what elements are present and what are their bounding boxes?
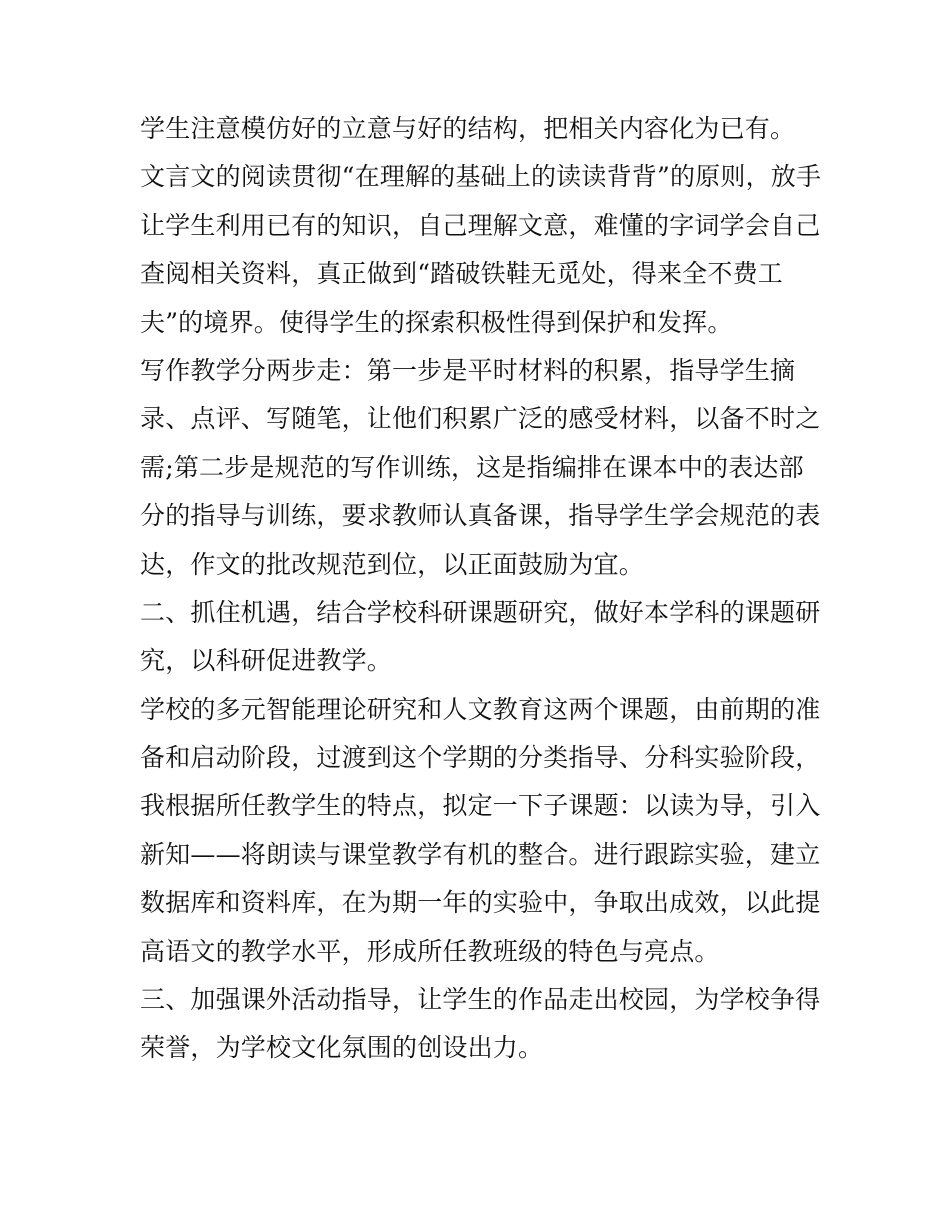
text-line: 我根据所任教学生的特点，拟定一下子课题：以读为导，引入 <box>140 791 821 821</box>
text-line: 数据库和资料库，在为期一年的实验中，争取出成效，以此提 <box>140 888 821 918</box>
text-line: 写作教学分两步走：第一步是平时材料的积累，指导学生摘 <box>140 355 796 385</box>
text-line: 高语文的教学水平，形成所任教班级的特色与亮点。 <box>140 936 720 966</box>
section-heading-line: 二、抓住机遇，结合学校科研课题研究，做好本学科的课题研 <box>140 597 821 627</box>
section-heading-line: 究，以科研促进教学。 <box>140 646 393 676</box>
text-line: 分的指导与训练，要求教师认真备课，指导学生学会规范的表 <box>140 501 821 531</box>
section-heading-line: 三、加强课外活动指导，让学生的作品走出校园，为学校争得 <box>140 985 821 1015</box>
text-line: 学生注意模仿好的立意与好的结构，把相关内容化为已有。 <box>140 114 796 143</box>
text-line: 新知——将朗读与课堂教学有机的整合。进行跟踪实验，建立 <box>140 839 821 869</box>
text-line: 文言文的阅读贯彻“在理解的基础上的读读背背”的原则，放手 <box>140 162 822 192</box>
text-line: 查阅相关资料，真正做到“踏破铁鞋无觅处，得来全不费工 <box>140 259 783 289</box>
text-line: 达，作文的批改规范到位，以正面鼓励为宜。 <box>140 549 645 579</box>
text-line: 让学生利用已有的知识，自己理解文意，难懂的字词学会自己 <box>140 210 821 240</box>
section-heading-line: 荣誉，为学校文化氛围的创设出力。 <box>140 1033 544 1063</box>
text-line: 备和启动阶段，过渡到这个学期的分类指导、分科实验阶段， <box>140 743 821 773</box>
document-body <box>140 105 820 1073</box>
text-line: 需;第二步是规范的写作训练，这是指编排在课本中的表达部 <box>140 452 804 482</box>
text-line: 学校的多元智能理论研究和人文教育这两个课题，由前期的准 <box>140 694 821 724</box>
text-line: 录、点评、写随笔，让他们积累广泛的感受材料，以备不时之 <box>140 404 821 434</box>
text-line: 夫”的境界。使得学生的探索积极性得到保护和发挥。 <box>140 307 733 337</box>
